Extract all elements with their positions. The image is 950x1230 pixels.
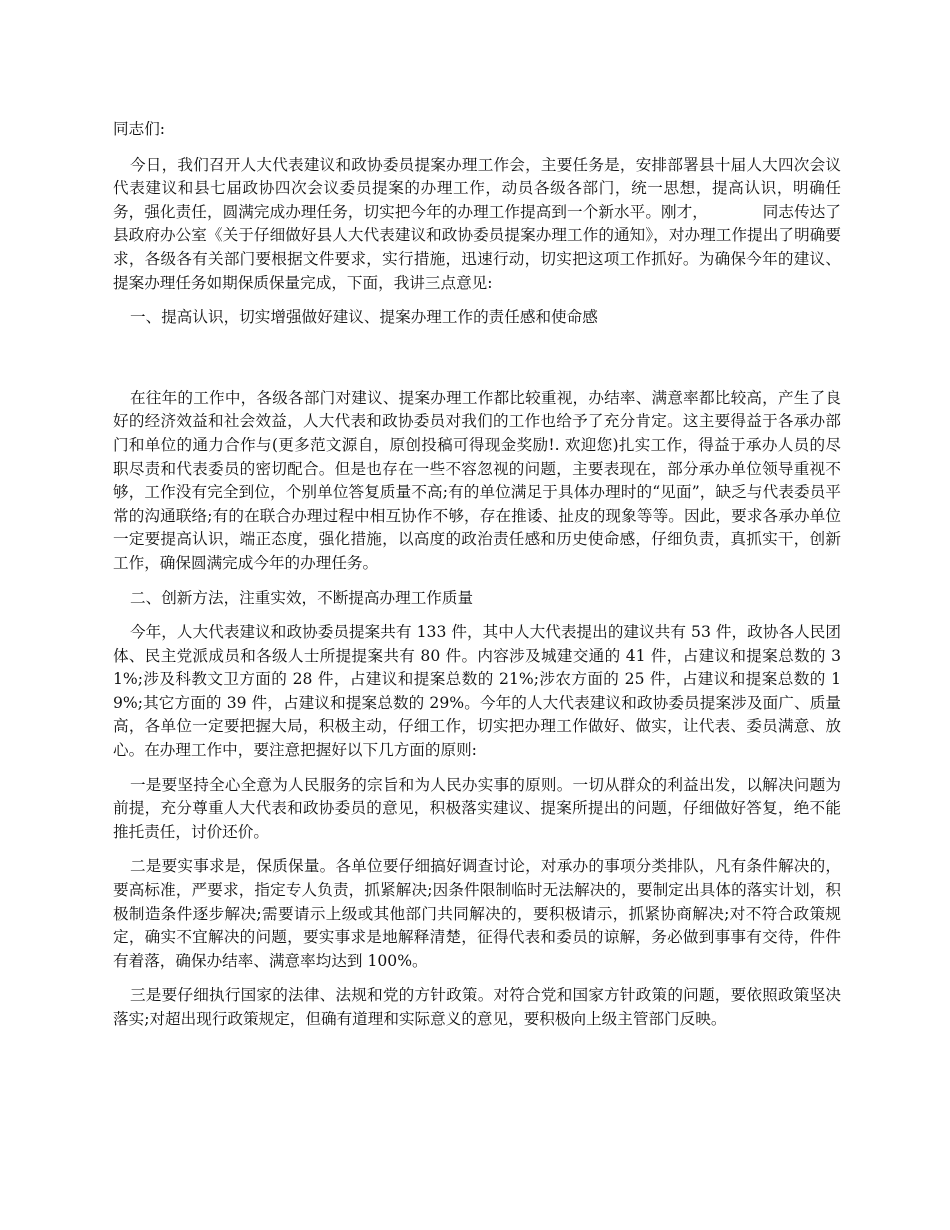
paragraph-intro: 今日，我们召开人大代表建议和政协委员提案办理工作会，主要任务是，安排部署县十届人大四次会议代表建议和县七届政协四次会议委员提案的办理工作，动员各级各部门，统一思想，提高认识，明确任务，强化责任，圆满完成办理任务，切实把今年的办理工作提高到一个新水平。刚才， 同志传达了县政府办公室《关于仔细做好县人大代表建议和政协委员提案办理工作的通知》，对办理工作提出了明确要求，各级各有关部门要根据文件要求，实行措施，迅速行动，切实把这项工作抓好。为确保今年的建议、提案办理任务如期保质保量完成，下面，我讲三点意见:: [113, 155, 841, 292]
paragraph-past-work: 在往年的工作中，各级各部门对建议、提案办理工作都比较重视，办结率、满意率都比较高，产生了良好的经济效益和社会效益，人大代表和政协委员对我们的工作也给予了充分肯定。这主要得益于各承办部门和单位的通力合作与(更多范文源自，原创投稿可得现金奖励!. 欢迎您)扎实工作，得益于承办人员的尽职尽责和代表委员的密切配合。但是也存在一些不容忽视的问题，主要表现在，部分承办单位领导重视不够，工作没有完全到位，个别单位答复质量不高;有的单位满足于具体办理时的“见面”，缺乏与代表委员平常的沟通联络;有的在联合办理过程中相互协作不够，存在推诿、扯皮的现象等等。因此，要求各承办单位一定要提高认识，端正态度，强化措施，以高度的政治责任感和历史使命感，仔细负责，真抓实干，创新工作，确保圆满完成今年的办理任务。: [113, 388, 841, 572]
paragraph-principle-3: 三是要仔细执行国家的法律、法规和党的方针政策。对符合党和国家方针政策的问题，要依照政策坚决落实;对超出现行政策规定，但确有道理和实际意义的意见，要积极向上级主管部门反映。: [113, 986, 841, 1028]
paragraph-principle-1: 一是要坚持全心全意为人民服务的宗旨和为人民办实事的原则。一切从群众的利益出发，以解决问题为前提，充分尊重人大代表和政协委员的意见，积极落实建议、提案所提出的问题，仔细做好答复，绝不能推托责任，讨价还价。: [113, 775, 841, 841]
greeting: 同志们:: [113, 120, 166, 138]
paragraph-statistics: 今年，人大代表建议和政协委员提案共有 133 件，其中人大代表提出的建议共有 53 件，政协各人民团体、民主党派成员和各级人士所提提案共有 80 件。内容涉及城建交通的 41 件，占建议和提案总数的 31%;涉及科教文卫方面的 28 件，占建议和提案总数的 21%;涉农方面的 25 件，占建议和提案总数的 19%;其它方面的 39 件，占建议和提案总数的 29%。今年的人大代表建议和政协委员提案涉及面广、质量高，各单位一定要把握大局，积极主动，仔细工作，切实把办理工作做好、做实，让代表、委员满意、放心。在办理工作中，要注意把握好以下几方面的原则:: [113, 623, 841, 760]
document-page: [113, 118, 841, 1043]
paragraph-principle-2: 二是要实事求是，保质保量。各单位要仔细搞好调查讨论，对承办的事项分类排队，凡有条件解决的，要高标准，严要求，指定专人负责，抓紧解决;因条件限制临时无法解决的，要制定出具体的落实计划，积极制造条件逐步解决;需要请示上级或其他部门共同解决的，要积极请示，抓紧协商解决;对不符合政策规定，确实不宜解决的问题，要实事求是地解释清楚，征得代表和委员的谅解，务必做到事事有交待，件件有着落，确保办结率、满意率均达到 100%。: [113, 857, 841, 970]
blank-spacer: [113, 341, 841, 387]
section-heading-2: 二、创新方法，注重实效，不断提高办理工作质量: [130, 588, 474, 607]
section-heading-1: 一、提高认识，切实增强做好建议、提案办理工作的责任感和使命感: [130, 308, 598, 327]
